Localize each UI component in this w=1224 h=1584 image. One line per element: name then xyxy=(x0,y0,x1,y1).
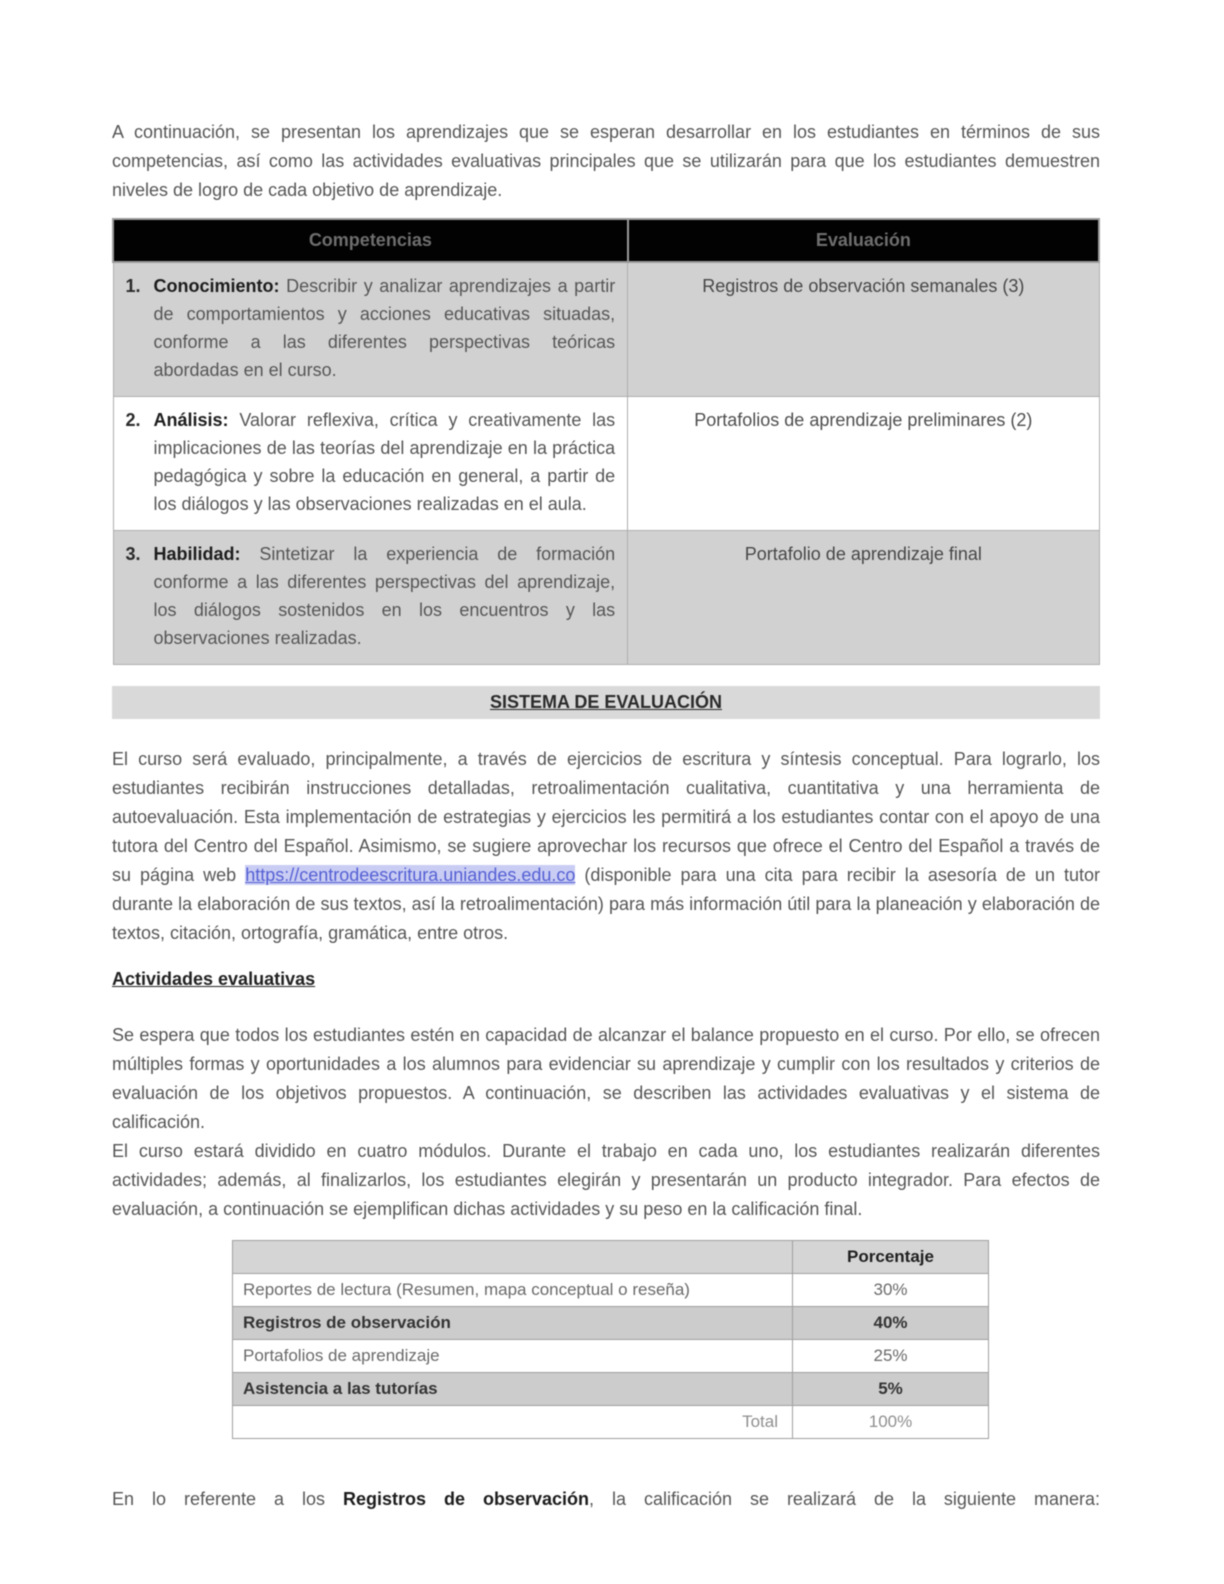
activity-label: Registros de observación xyxy=(233,1307,793,1340)
competency-cell xyxy=(113,262,628,397)
evaluation-cell: Portafolios de aprendizaje preliminares (2) xyxy=(628,397,1099,531)
section-title-bar xyxy=(112,686,1100,719)
evaluation-cell: Portafolio de aprendizaje final xyxy=(628,531,1099,665)
activity-label: Reportes de lectura (Resumen, mapa conceptual o reseña) xyxy=(233,1274,793,1307)
writing-center-link[interactable]: https://centrodeescritura.uniandes.edu.co xyxy=(245,865,576,885)
table-row xyxy=(233,1340,989,1373)
closing-bold-term: Registros de observación xyxy=(342,1489,589,1509)
competency-cell xyxy=(113,531,628,665)
competency-text: Valorar reflexiva, crítica y creativamente las implicaciones de las teorías del aprendizaje en la práctica pedagógica y sobre la educación en general, a partir de los diálogos y las observaciones realizadas en el aula. xyxy=(153,410,616,514)
competency-term: Análisis: xyxy=(153,410,229,430)
table-row xyxy=(113,531,1099,665)
competency-text: Sintetizar la experiencia de formación conforme a las diferentes perspectivas del aprendizaje, los diálogos sostenidos en los encuentros y las observaciones realizadas. xyxy=(153,544,616,648)
total-label: Total xyxy=(233,1406,793,1439)
table-row xyxy=(233,1274,989,1307)
grading-text-pre: El curso será evaluado, principalmente, a través de ejercicios de escritura y síntesis conceptual. Para lograrlo, los estudiantes recibirán instrucciones detalladas, retroalimentación cualitativa, cuantitativa y una herramienta de autoevaluación. Esta implementación de estrategias y ejercicios les permitirá a los estudiantes contar con el apoyo de una tutora del Centro del Español. Asimismo, se sugiere aprovechar los recursos que ofrece el Centro del Español a través de su página web xyxy=(112,749,1100,885)
empty-header-cell xyxy=(233,1241,793,1274)
activity-percentage: 5% xyxy=(793,1373,989,1406)
evaluation-cell: Registros de observación semanales (3) xyxy=(628,262,1099,397)
percentage-table xyxy=(232,1240,989,1439)
competency-text: Describir y analizar aprendizajes a partir de comportamientos y acciones educativas situadas, conforme a las diferentes perspectivas teóricas abordadas en el curso. xyxy=(153,276,616,380)
activity-label: Asistencia a las tutorías xyxy=(233,1373,793,1406)
table-row xyxy=(113,262,1099,397)
table-row xyxy=(233,1373,989,1406)
closing-text-post: , la calificación se realizará de la siguiente manera: xyxy=(588,1489,1100,1509)
percentage-header-cell: Porcentaje xyxy=(793,1241,989,1274)
competency-term: Habilidad: xyxy=(153,544,241,564)
list-number: 2. xyxy=(125,410,141,430)
intro-paragraph: A continuación, se presentan los aprendizajes que se esperan desarrollar en los estudiantes en términos de sus competencias, así como las actividades evaluativas principales que se utilizarán para que los estudiantes demuestren niveles de logro de cada objetivo de aprendizaje. xyxy=(112,122,1100,200)
activity-percentage: 30% xyxy=(793,1274,989,1307)
competencies-table-header-row xyxy=(113,219,1099,262)
total-percentage: 100% xyxy=(793,1406,989,1439)
closing-paragraph xyxy=(112,1485,1100,1514)
grading-text-post: (disponible para una cita para recibir la asesoría de un tutor durante la elaboración de sus textos, así la retroalimentación) para más información útil para la planeación y elaboración de textos, citación, ortografía, gramática, entre otros. xyxy=(112,865,1101,943)
competency-cell xyxy=(113,397,628,531)
activity-percentage: 25% xyxy=(793,1340,989,1373)
table-row xyxy=(233,1307,989,1340)
evaluation-header-cell: Evaluación xyxy=(628,219,1099,262)
list-number: 1. xyxy=(125,276,141,296)
percentage-table-header-row xyxy=(233,1241,989,1274)
closing-text-pre: En lo referente a los xyxy=(112,1489,343,1509)
competency-term: Conocimiento: xyxy=(153,276,280,296)
activity-percentage: 40% xyxy=(793,1307,989,1340)
list-number: 3. xyxy=(125,544,141,564)
activities-paragraph-2: El curso estará dividido en cuatro módulos. Durante el trabajo en cada uno, los estudiantes realizarán diferentes actividades; además, al finalizarlos, los estudiantes elegirán y presentarán un producto integrador. Para efectos de evaluación, a continuación se ejemplifican dichas actividades y su peso en la calificación final. xyxy=(112,1141,1100,1219)
activities-heading: Actividades evaluativas xyxy=(112,969,316,989)
section-title: SISTEMA DE EVALUACIÓN xyxy=(489,692,722,712)
competencies-header-cell: Competencias xyxy=(113,219,628,262)
activities-paragraph-1: Se espera que todos los estudiantes estén en capacidad de alcanzar el balance propuesto en el curso. Por ello, se ofrecen múltiples formas y oportunidades a los alumnos para evidenciar su aprendizaje y cumplir con los resultados y criterios de evaluación de los objetivos propuestos. A continuación, se describen las actividades evaluativas y el sistema de calificación. xyxy=(112,1025,1100,1132)
grading-paragraph xyxy=(112,745,1100,948)
table-row xyxy=(113,397,1099,531)
activity-label: Portafolios de aprendizaje xyxy=(233,1340,793,1373)
competencies-table xyxy=(112,218,1100,665)
total-row xyxy=(233,1406,989,1439)
